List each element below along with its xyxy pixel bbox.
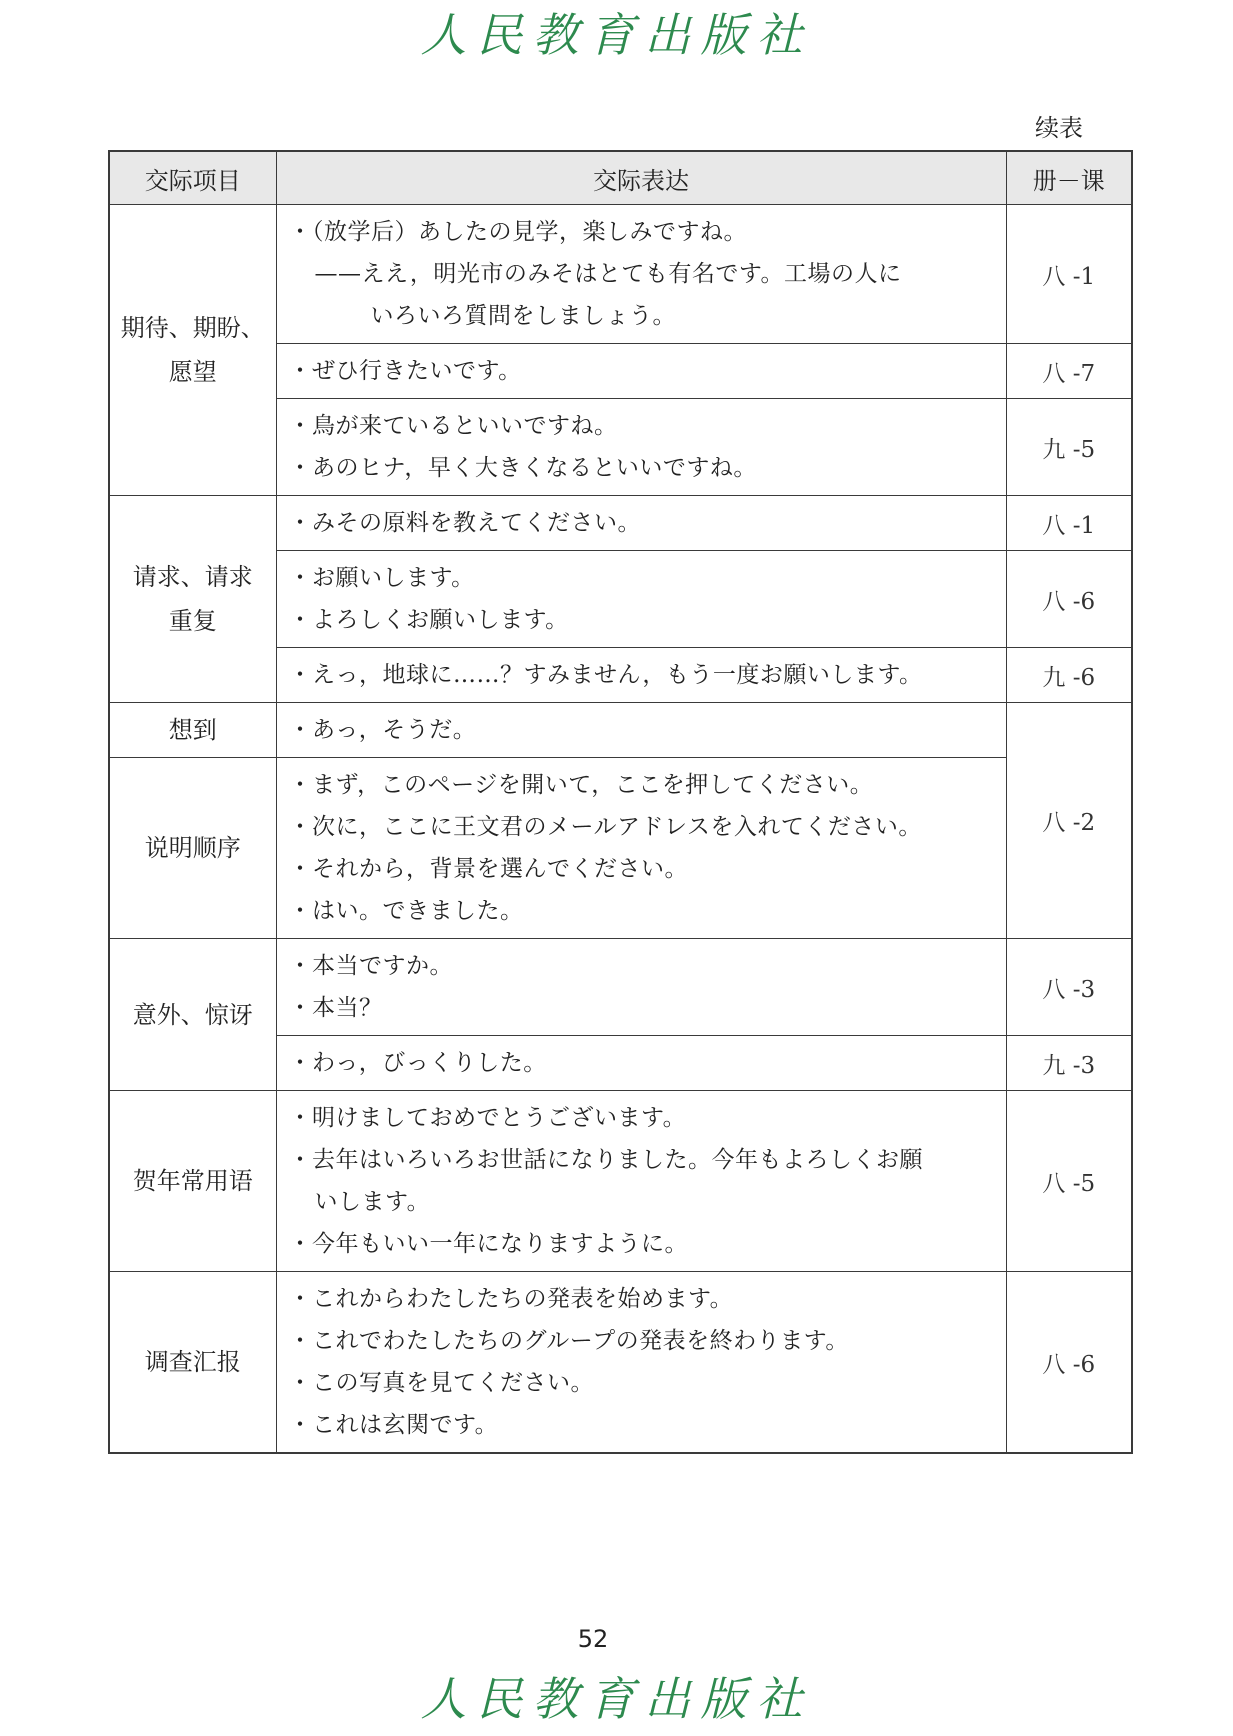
expression-line: ・この写真を見てください。 — [288, 1370, 594, 1396]
expression-line: ・わっ，びっくりした。 — [288, 1050, 547, 1076]
lesson-ref: 八 -7 — [1006, 344, 1132, 399]
lesson-ref: 八 -2 — [1006, 703, 1132, 939]
expression-line: いします。 — [314, 1189, 431, 1215]
expression-line: ・本当ですか。 — [288, 953, 453, 979]
item-text: 意外、惊讶 — [132, 1000, 253, 1029]
item-cell — [109, 1091, 276, 1272]
publisher-logo-top: 人民教育出版社 — [420, 8, 813, 62]
lesson-ref: 八 -3 — [1006, 939, 1132, 1036]
expression-cell — [276, 758, 1006, 939]
lesson-ref: 九 -5 — [1006, 399, 1132, 496]
expression-line: ・はい。できました。 — [288, 898, 524, 924]
expression-line: ・あのヒナ，早く大きくなるといいですね。 — [288, 455, 757, 481]
table-header-row — [109, 151, 1132, 205]
page-number: 52 — [577, 1625, 609, 1653]
item-cell — [109, 758, 276, 939]
item-text: 说明顺序 — [144, 834, 241, 862]
expression-line: ・これは玄関です。 — [288, 1412, 499, 1438]
expression-cell — [276, 496, 1006, 551]
lesson-ref: 八 -1 — [1006, 205, 1132, 344]
expression-cell — [276, 939, 1006, 1036]
expression-cell — [276, 344, 1006, 399]
item-text: 贺年常用语 — [132, 1167, 253, 1195]
table-row — [109, 205, 1132, 344]
table-row — [109, 939, 1132, 1036]
expression-cell — [276, 1272, 1006, 1454]
table-row — [109, 496, 1132, 551]
expression-cell — [276, 1036, 1006, 1091]
expression-line: ・去年はいろいろお世話になりました。今年もよろしくお願 — [288, 1147, 923, 1173]
item-text: 期待、期盼、 — [120, 314, 265, 342]
expression-line: ・ぜひ行きたいです。 — [288, 358, 522, 384]
item-cell — [109, 1272, 276, 1454]
continued-label: 续表 — [1035, 114, 1083, 142]
expression-line: ——ええ，明光市のみそはとても有名です。工場の人に — [314, 261, 902, 287]
expression-line: ・今年もいい一年になりますように。 — [288, 1231, 688, 1257]
lesson-ref: 八 -1 — [1006, 496, 1132, 551]
lesson-ref: 八 -6 — [1006, 1272, 1132, 1454]
header-lesson: 册－课 — [1006, 151, 1132, 205]
expression-line: ・みその原料を教えてください。 — [288, 510, 641, 536]
expression-cell — [276, 1091, 1006, 1272]
communication-table — [108, 150, 1133, 1454]
item-text: 愿望 — [168, 358, 217, 386]
table-row — [109, 1272, 1132, 1454]
table-row — [109, 703, 1132, 758]
expression-line: ・あっ，そうだ。 — [288, 717, 477, 743]
item-text: 重复 — [168, 607, 217, 635]
lesson-ref: 九 -6 — [1006, 648, 1132, 703]
header-item: 交际项目 — [109, 151, 276, 205]
table-row — [109, 758, 1132, 939]
item-text: 想到 — [168, 716, 217, 744]
expression-line: ・お願いします。 — [288, 565, 475, 591]
expression-line: ・まず，このページを開いて，ここを押してください。 — [288, 772, 874, 798]
expression-line: ・これからわたしたちの発表を始めます。 — [288, 1286, 734, 1312]
expression-line: ・次に，ここに王文君のメールアドレスを入れてください。 — [288, 814, 922, 840]
item-cell — [109, 205, 276, 496]
header-expression: 交际表达 — [276, 151, 1006, 205]
expression-line: いろいろ質問をしましょう。 — [370, 303, 676, 329]
item-cell — [109, 496, 276, 703]
lesson-ref: 九 -3 — [1006, 1036, 1132, 1091]
expression-cell — [276, 703, 1006, 758]
table-row — [109, 1091, 1132, 1272]
expression-line: ・えっ，地球に……？すみません，もう一度お願いします。 — [288, 662, 923, 688]
item-text: 调查汇报 — [144, 1348, 241, 1376]
item-cell — [109, 939, 276, 1091]
expression-cell — [276, 399, 1006, 496]
expression-line: ・本当？ — [288, 995, 383, 1021]
expression-cell — [276, 551, 1006, 648]
publisher-logo-bottom: 人民教育出版社 — [420, 1672, 813, 1726]
item-text: 请求、请求 — [132, 563, 253, 591]
expression-line: ・よろしくお願いします。 — [288, 607, 569, 633]
item-cell — [109, 703, 276, 758]
expression-cell — [276, 648, 1006, 703]
expression-line: ・鳥が来ているといいですね。 — [288, 413, 618, 439]
expression-line: ・（放学后）あしたの見学，楽しみですね。 — [288, 219, 747, 245]
expression-line: ・それから，背景を選んでください。 — [288, 856, 688, 882]
expression-line: ・明けましておめでとうございます。 — [288, 1105, 687, 1131]
expression-cell — [276, 205, 1006, 344]
lesson-ref: 八 -5 — [1006, 1091, 1132, 1272]
expression-line: ・これでわたしたちのグループの発表を終わります。 — [288, 1328, 849, 1354]
lesson-ref: 八 -6 — [1006, 551, 1132, 648]
